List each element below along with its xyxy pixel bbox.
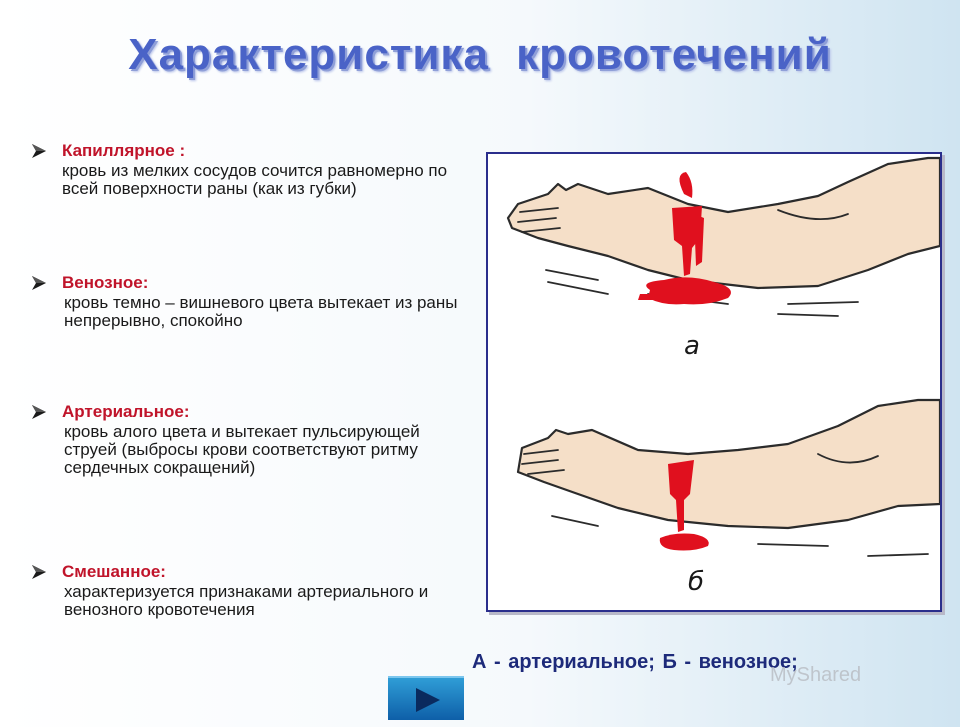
play-arrow-icon xyxy=(388,678,464,722)
slide-title: Характеристика кровотечений xyxy=(128,30,832,79)
arrow-bullet-icon xyxy=(30,142,48,160)
item-description: кровь алого цвета и вытекает пульсирующей струей (выбросы крови соответствуют ритму сердечных сокращений) xyxy=(64,422,420,477)
item-description: кровь темно – вишневого цвета вытекает из раны непрерывно, спокойно xyxy=(64,293,458,330)
list-item-arterial xyxy=(30,401,460,477)
label-b: б xyxy=(688,567,705,597)
item-description: характеризуется признаками артериального и венозного кровотечения xyxy=(64,582,429,619)
list-item-mixed xyxy=(30,561,460,619)
item-description: кровь из мелких сосудов сочится равномерно по всей поверхности раны (как из губки) xyxy=(62,161,448,198)
item-label: Артериальное: xyxy=(62,402,190,421)
next-slide-button[interactable] xyxy=(388,676,464,720)
arrow-bullet-icon xyxy=(30,563,48,581)
list-item-venous xyxy=(30,272,460,330)
item-label: Венозное: xyxy=(62,273,149,292)
bleeding-illustration xyxy=(486,152,942,612)
figure-caption: А - артериальное; Б - венозное; xyxy=(472,651,798,673)
watermark: MyShared xyxy=(770,664,862,686)
arm-a-drawing xyxy=(508,158,940,361)
arm-drawings xyxy=(488,154,940,610)
arm-b-drawing xyxy=(518,400,940,597)
arrow-bullet-icon xyxy=(30,403,48,421)
label-a: а xyxy=(684,331,700,361)
arrow-bullet-icon xyxy=(30,274,48,292)
list-item-capillary xyxy=(30,140,460,198)
item-label: Смешанное: xyxy=(62,562,166,581)
item-label: Капиллярное : xyxy=(62,141,186,160)
